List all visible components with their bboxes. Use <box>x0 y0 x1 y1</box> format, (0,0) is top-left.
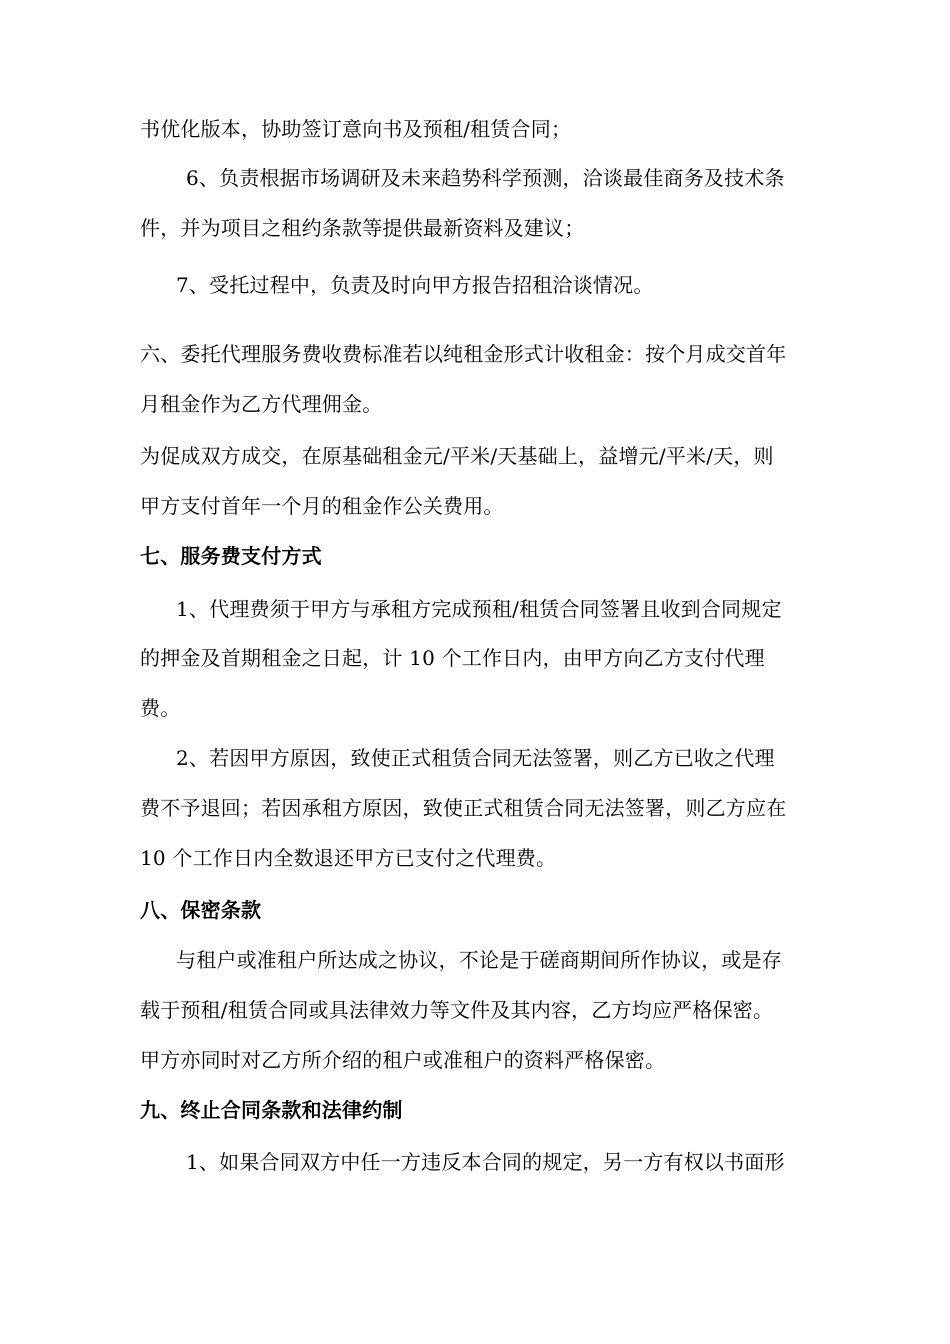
paragraph-line: 费。 <box>140 696 181 720</box>
section-heading-7: 七、服务费支付方式 <box>140 544 322 568</box>
paragraph-line: 载于预租/租赁合同或具法律效力等文件及其内容，乙方均应严格保密。 <box>140 998 774 1022</box>
paragraph-line: 费不予退回；若因承租方原因，致使正式租赁合同无法签署，则乙方应在 <box>140 796 787 820</box>
section-heading-9: 九、终止合同条款和法律约制 <box>140 1098 403 1122</box>
paragraph-line: 7、受托过程中，负责及时向甲方报告招租洽谈情况。 <box>176 273 654 297</box>
paragraph-line: 月租金作为乙方代理佣金。 <box>140 392 383 416</box>
section-heading-8: 八、保密条款 <box>140 898 262 922</box>
section-heading-6: 六、委托代理服务费收费标准若以纯租金形式计收租金：按个月成交首年 <box>140 342 787 366</box>
paragraph-line: 1、代理费须于甲方与承租方完成预租/租赁合同签署且收到合同规定 <box>176 597 782 621</box>
paragraph-line: 2、若因甲方原因，致使正式租赁合同无法签署，则乙方已收之代理 <box>176 746 775 770</box>
paragraph-line: 6、负责根据市场调研及未来趋势科学预测，洽谈最佳商务及技术条 <box>186 166 785 190</box>
paragraph-line: 的押金及首期租金之日起，计 10 个工作日内，由甲方向乙方支付代理 <box>140 646 765 670</box>
paragraph-line: 件，并为项目之租约条款等提供最新资料及建议； <box>140 216 585 240</box>
paragraph-line: 甲方支付首年一个月的租金作公关费用。 <box>140 494 504 518</box>
paragraph-line: 1、如果合同双方中任一方违反本合同的规定，另一方有权以书面形 <box>186 1150 785 1174</box>
paragraph-line: 为促成双方成交，在原基础租金元/平米/天基础上，益增元/平米/天，则 <box>140 444 774 468</box>
paragraph-line: 书优化版本，协助签订意向书及预租/租赁合同； <box>140 117 572 141</box>
paragraph-line: 与租户或准租户所达成之协议，不论是于磋商期间所作协议，或是存 <box>176 948 782 972</box>
paragraph-line: 甲方亦同时对乙方所介绍的租户或准租户的资料严格保密。 <box>140 1048 666 1072</box>
paragraph-line: 10 个工作日内全数退还甲方已支付之代理费。 <box>140 846 557 870</box>
